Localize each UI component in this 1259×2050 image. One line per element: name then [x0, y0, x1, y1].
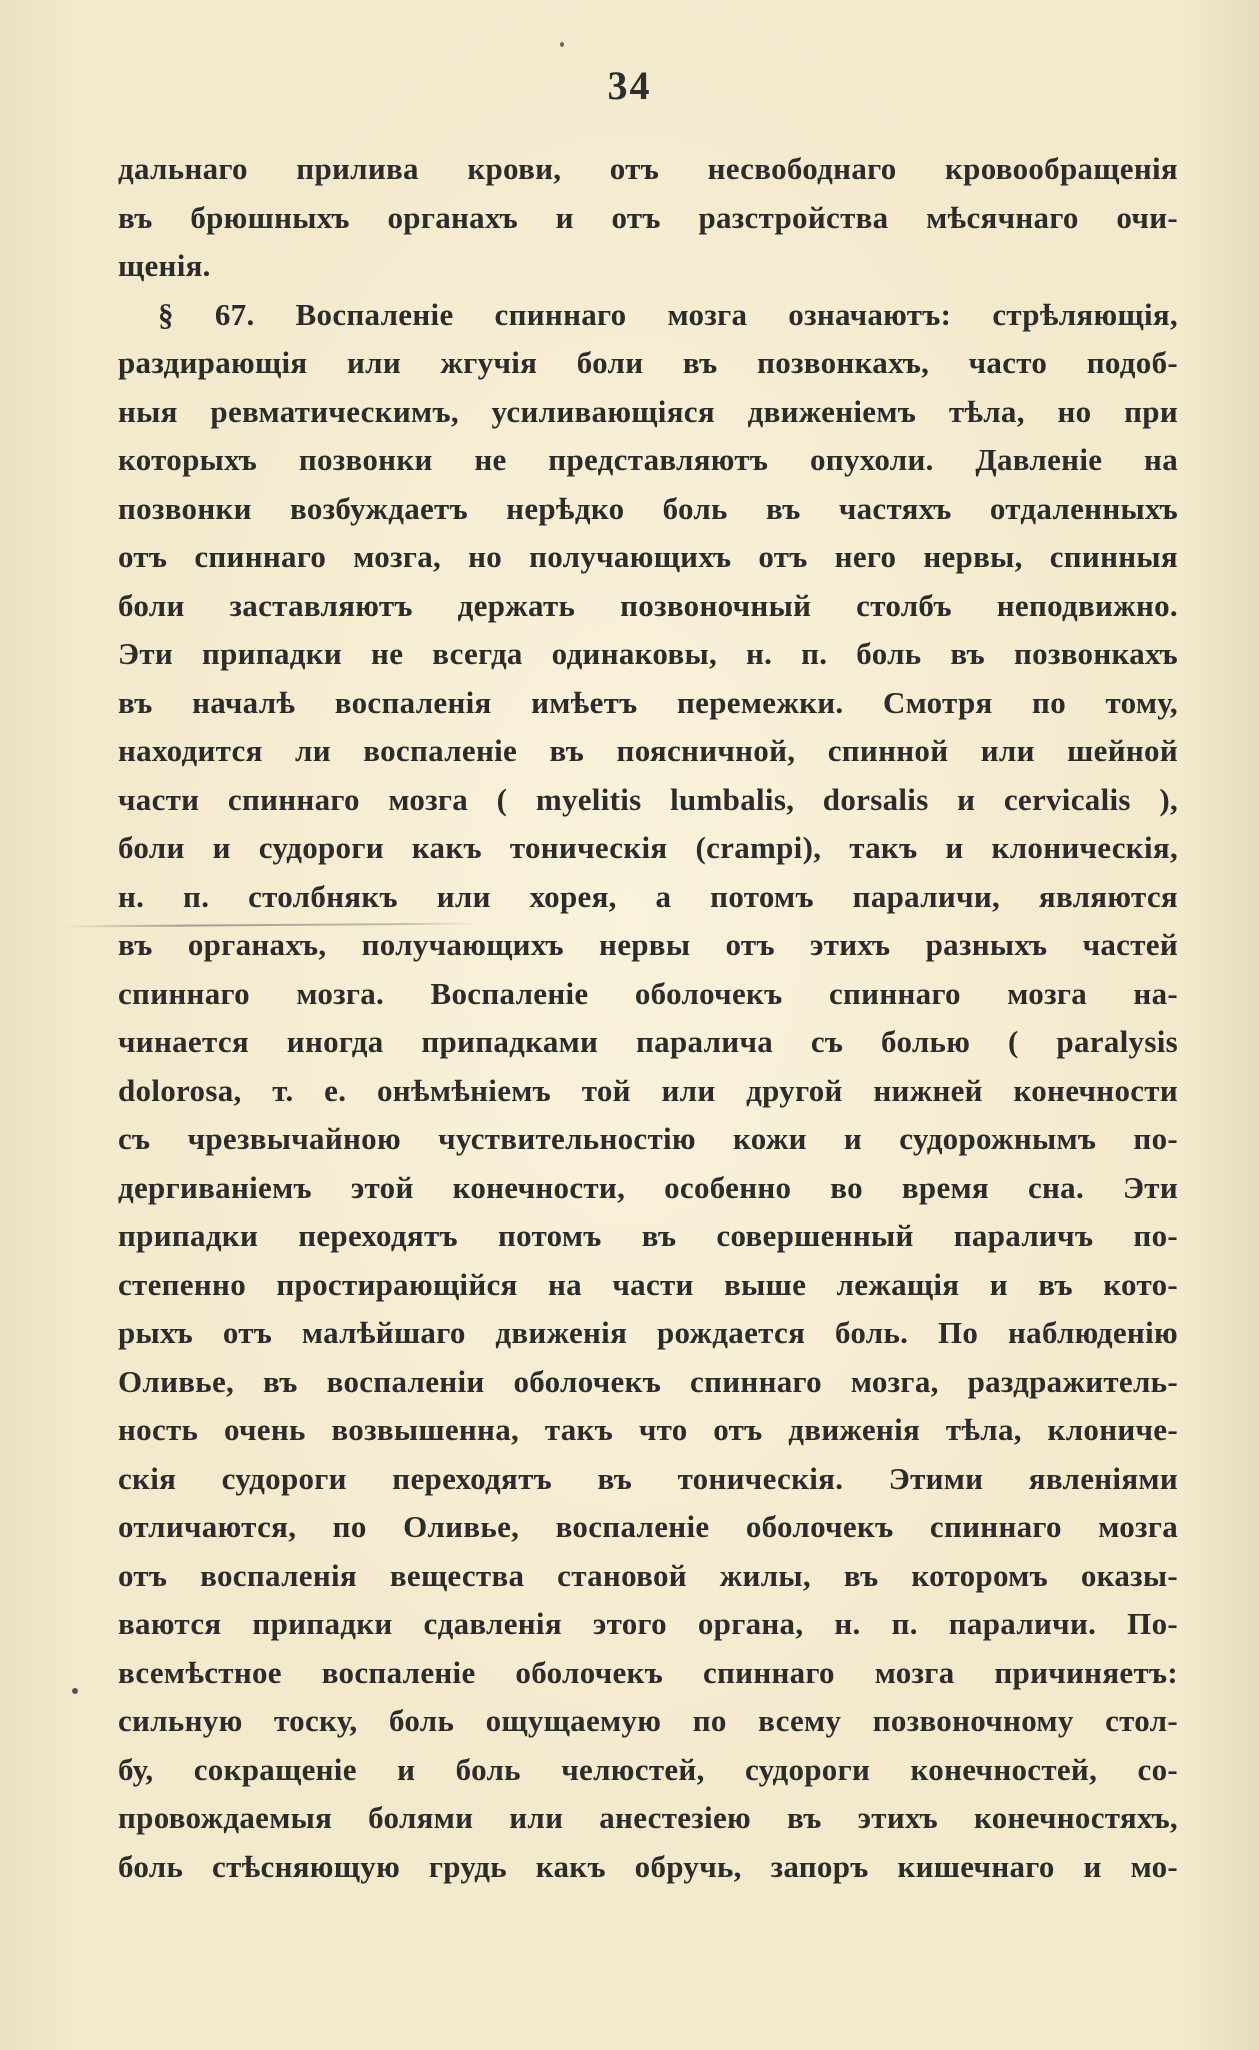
text-line: боли и судороги какъ тоническія (crampi), такъ и клоническія,	[118, 830, 1178, 865]
text-line: въ органахъ, получающихъ нервы отъ этихъ разныхъ частей	[118, 927, 1178, 962]
text-line: боль стѣсняющую грудь какъ обручь, запоръ кишечнаго и мо-	[118, 1848, 1178, 1884]
text-line: позвонки возбуждаетъ нерѣдко боль въ частяхъ отдаленныхъ	[118, 490, 1178, 526]
text-line: съ чрезвычайною чуствительностію кожи и судорожнымъ по-	[118, 1121, 1178, 1156]
text-line: дергиваніемъ этой конечности, особенно во время сна. Эти	[118, 1169, 1178, 1205]
text-line: части спиннаго мозга ( myelitis lumbalis, dorsalis и cervicalis ),	[118, 781, 1178, 817]
body-text	[118, 145, 1178, 1891]
text-line: скія судороги переходятъ въ тоническія. Этими явленіями	[118, 1460, 1178, 1496]
text-line: отличаются, по Оливье, воспаленіе оболочекъ спиннаго мозга	[118, 1509, 1178, 1544]
text-line: въ началѣ воспаленія имѣетъ перемежки. Смотря по тому,	[118, 684, 1178, 720]
text-line: которыхъ позвонки не представляютъ опухоли. Давленіе на	[118, 442, 1178, 477]
text-line: въ брюшныхъ органахъ и отъ разстройства мѣсячнаго очи-	[118, 199, 1178, 235]
text-line: боли заставляютъ держать позвоночный столбъ неподвижно.	[118, 587, 1178, 623]
text-line: дальнаго прилива крови, отъ несвободнаго кровообращенія	[118, 151, 1178, 186]
text-line: dolorosa, т. е. онѣмѣніемъ той или другой нижней конечности	[118, 1072, 1178, 1108]
text-line: рыхъ отъ малѣйшаго движенія рождается боль. По наблюденію	[118, 1315, 1178, 1350]
text-line: отъ спиннаго мозга, но получающихъ отъ него нервы, спинныя	[118, 539, 1178, 574]
text-line: припадки переходятъ потомъ въ совершенный параличъ по-	[118, 1218, 1178, 1253]
text-line: ныя ревматическимъ, усиливающіяся движеніемъ тѣла, но при	[118, 393, 1178, 429]
text-line: провождаемыя болями или анестезіею въ этихъ конечностяхъ,	[118, 1800, 1178, 1835]
text-line: отъ воспаленія вещества становой жилы, въ которомъ оказы-	[118, 1557, 1178, 1593]
text-line: раздирающія или жгучія боли въ позвонкахъ, часто подоб-	[118, 345, 1178, 380]
text-line: ваются припадки сдавленія этого органа, н. п. параличи. По-	[118, 1606, 1178, 1641]
text-line: всемѣстное воспаленіе оболочекъ спиннаго мозга причиняетъ:	[118, 1654, 1178, 1690]
text-line: чинается иногда припадками паралича съ болью ( paralysis	[118, 1024, 1178, 1059]
page-number: 34	[607, 63, 652, 108]
text-line: степенно простирающійся на части выше лежащія и въ кото-	[118, 1266, 1178, 1302]
text-line: спиннаго мозга. Воспаленіе оболочекъ спиннаго мозга на-	[118, 975, 1178, 1011]
margin-dot	[72, 1688, 78, 1694]
text-line: щенія.	[118, 248, 211, 283]
text-line: бу, сокращеніе и боль челюстей, судороги конечностей, со-	[118, 1751, 1178, 1787]
text-line: Эти припадки не всегда одинаковы, н. п. боль въ позвонкахъ	[118, 636, 1178, 671]
text-line: н. п. столбнякъ или хорея, а потомъ параличи, являются	[118, 878, 1178, 914]
ink-speck	[560, 42, 564, 47]
section-heading-line: § 67. Воспаленіе спиннаго мозга означаютъ: стрѣляющія,	[158, 296, 1178, 332]
text-line: Оливье, въ воспаленіи оболочекъ спиннаго мозга, раздражитель-	[118, 1363, 1178, 1399]
text-line: сильную тоску, боль ощущаемую по всему позвоночному стол-	[118, 1703, 1178, 1738]
text-line: находится ли воспаленіе въ поясничной, спинной или шейной	[118, 733, 1178, 768]
text-line: ность очень возвышенна, такъ что отъ движенія тѣла, клониче-	[118, 1412, 1178, 1447]
